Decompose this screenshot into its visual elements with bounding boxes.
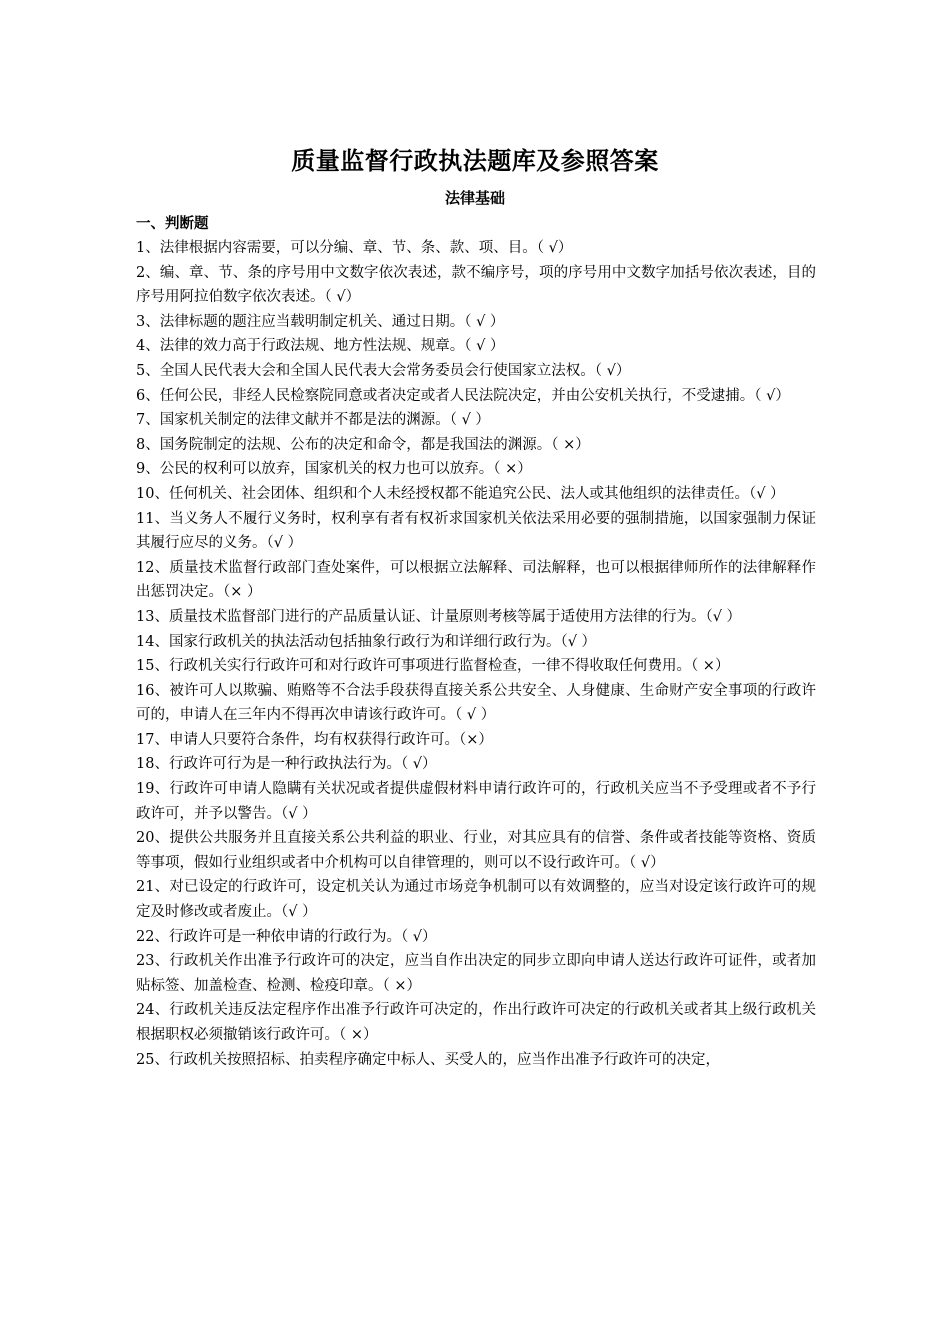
question-item: 19、行政许可申请人隐瞒有关状况或者提供虚假材料申请行政许可的，行政机关应当不予受理或者不予行政许可，并予以警告。（√ ） <box>136 781 816 822</box>
question-item: 14、国家行政机关的执法活动包括抽象行政行为和详细行政行为。（√ ） <box>136 633 597 650</box>
question-item: 9、公民的权利可以放弃，国家机关的权力也可以放弃。（ ×） <box>136 461 532 478</box>
section-heading: 一、判断题 <box>136 215 209 232</box>
question-list <box>136 236 816 1072</box>
question-item: 15、行政机关实行行政许可和对行政许可事项进行监督检查，一律不得收取任何费用。（ ×） <box>136 658 730 675</box>
question-item: 13、质量技术监督部门进行的产品质量认证、计量原则考核等属于适使用方法律的行为。（√ ） <box>136 608 742 625</box>
document-title: 质量监督行政执法题库及参照答案 <box>291 146 659 175</box>
document-subtitle: 法律基础 <box>444 189 505 207</box>
question-item: 22、行政许可是一种依申请的行政行为。（ √） <box>136 928 437 945</box>
question-item: 10、任何机关、社会团体、组织和个人未经授权都不能追究公民、法人或其他组织的法律责任。（√ ） <box>136 485 785 502</box>
question-item: 4、法律的效力高于行政法规、地方性法规、规章。（ √ ） <box>136 338 505 355</box>
question-item: 23、行政机关作出准予行政许可的决定，应当自作出决定的同步立即向申请人送达行政许可证件，或者加贴标签、加盖检查、检测、检疫印章。（ ×） <box>136 953 816 994</box>
question-item: 3、法律标题的题注应当载明制定机关、通过日期。（ √ ） <box>136 313 505 330</box>
question-item: 7、国家机关制定的法律文献并不都是法的渊源。（ √ ） <box>136 412 490 429</box>
question-item: 1、法律根据内容需要，可以分编、章、节、条、款、项、目。（ √） <box>136 240 573 256</box>
question-item: 25、行政机关按照招标、拍卖程序确定中标人、买受人的，应当作出准予行政许可的决定， <box>136 1051 720 1068</box>
question-item: 5、全国人民代表大会和全国人民代表大会常务委员会行使国家立法权。（ √） <box>136 362 631 379</box>
question-item: 20、提供公共服务并且直接关系公共利益的职业、行业，对其应具有的信誉、条件或者技能等资格、资质等事项，假如行业组织或者中介机构可以自律管理的，则可以不设行政许可。（ √） <box>136 830 816 871</box>
question-item: 12、质量技术监督行政部门查处案件，可以根据立法解释、司法解释，也可以根据律师所作的法律解释作出惩罚决定。（× ） <box>136 559 816 601</box>
question-item: 24、行政机关违反法定程序作出准予行政许可决定的，作出行政许可决定的行政机关或者其上级行政机关根据职权必须撤销该行政许可。（ ×） <box>136 1002 816 1043</box>
question-item: 21、对已设定的行政许可，设定机关认为通过市场竞争机制可以有效调整的，应当对设定该行政许可的规定及时修改或者废止。（√ ） <box>136 879 816 921</box>
question-item: 6、任何公民，非经人民检察院同意或者决定或者人民法院决定，并由公安机关执行，不受逮捕。（ √） <box>136 387 790 404</box>
question-item: 8、国务院制定的法规、公布的决定和命令，都是我国法的渊源。（ ×） <box>136 436 590 453</box>
question-item: 17、申请人只要符合条件，均有权获得行政许可。（×） <box>136 731 493 748</box>
question-item: 16、被许可人以欺骗、贿赂等不合法手段获得直接关系公共安全、人身健康、生命财产安全事项的行政许可的，申请人在三年内不得再次申请该行政许可。（ √ ） <box>136 682 816 724</box>
question-item: 11、当义务人不履行义务时，权利享有者有权祈求国家机关依法采用必要的强制措施，以国家强制力保证其履行应尽的义务。（√ ） <box>136 510 816 552</box>
question-item: 18、行政许可行为是一种行政执法行为。（ √） <box>136 756 437 773</box>
question-item: 2、编、章、节、条的序号用中文数字依次表述，款不编序号，项的序号用中文数字加括号依次表述，目的序号用阿拉伯数字依次表述。（ √） <box>136 264 816 306</box>
